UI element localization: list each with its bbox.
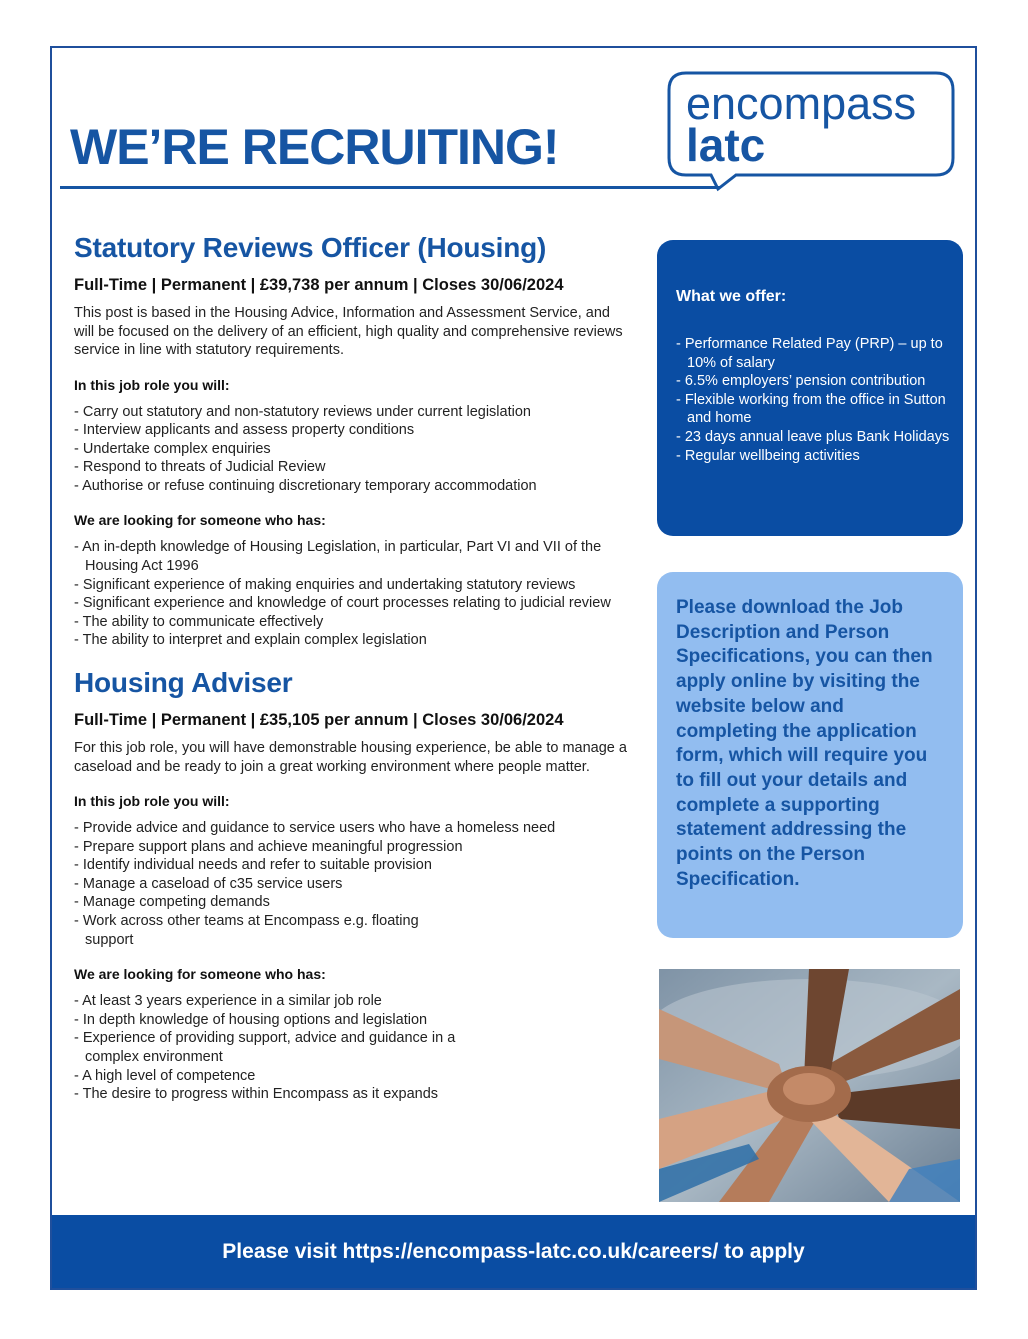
job-intro: This post is based in the Housing Advice, Information and Assessment Service, and will be focused on the delivery of an efficient, high quality and comprehensive reviews service in line with statutory requirements. [74, 305, 623, 358]
benefits-heading: What we offer: [676, 288, 787, 305]
job-housing-adviser [74, 667, 634, 1104]
apply-instructions-text: Please download the Job Description and Person Specifications, you can then apply online by visiting the website below and completing the application form, which will require you to fill out your details and complete a supporting statement addressing the points on the Person Specification. [676, 597, 933, 890]
list-item: - Regular wellbeing activities [676, 447, 951, 466]
logo-wordmark-bottom: latc [686, 119, 766, 171]
list-item: - An in-depth knowledge of Housing Legislation, in particular, Part VI and VII of the Housing Act 1996 [74, 538, 634, 575]
list-item: - Work across other teams at Encompass e.g. floating support [74, 912, 454, 949]
list-item: - Significant experience of making enquiries and undertaking statutory reviews [74, 576, 634, 595]
apply-instructions-panel [657, 572, 963, 938]
list-item: - Interview applicants and assess property conditions [74, 421, 634, 440]
list-item: - Identify individual needs and refer to suitable provision [74, 856, 634, 875]
job-listings [74, 232, 634, 1121]
job-meta: Full-Time | Permanent | £39,738 per annum | Closes 30/06/2024 [74, 276, 564, 294]
benefits-panel [657, 240, 963, 536]
page-title: WE’RE RECRUITING! [70, 119, 559, 175]
list-item: - Manage competing demands [74, 893, 454, 912]
list-item: - The ability to communicate effectively [74, 613, 634, 632]
role-heading: In this job role you will: [74, 376, 230, 393]
logo-wordmark-top: encompass [686, 78, 917, 129]
list-item: - Performance Related Pay (PRP) – up to 10% of salary [676, 335, 951, 372]
duties-list [74, 819, 556, 949]
list-item: - Experience of providing support, advice and guidance in a complex environment [74, 1029, 499, 1066]
list-item: - Carry out statutory and non-statutory reviews under current legislation [74, 403, 634, 422]
list-item: - A high level of competence [74, 1067, 499, 1086]
list-item: - Significant experience and knowledge of court processes relating to judicial review [74, 594, 634, 613]
list-item: - Undertake complex enquiries [74, 440, 634, 459]
header-divider [60, 186, 720, 189]
looking-heading: We are looking for someone who has: [74, 966, 326, 983]
list-item: - Prepare support plans and achieve meaningful progression [74, 838, 634, 857]
footer-cta-text: Please visit https://encompass-latc.co.uk/careers/ to apply [222, 1239, 805, 1263]
list-item: - Authorise or refuse continuing discretionary temporary accommodation [74, 477, 634, 496]
requirements-list [74, 992, 499, 1104]
job-intro: For this job role, you will have demonstrable housing experience, be able to manage a caseload and be ready to join a great working environment where people matter. [74, 740, 627, 775]
list-item: - 6.5% employers’ pension contribution [676, 372, 951, 391]
job-title: Statutory Reviews Officer (Housing) [74, 232, 547, 263]
list-item: - In depth knowledge of housing options and legislation [74, 1011, 499, 1030]
list-item: - The ability to interpret and explain complex legislation [74, 631, 634, 650]
list-item: - At least 3 years experience in a similar job role [74, 992, 499, 1011]
role-heading: In this job role you will: [74, 793, 230, 810]
requirements-list [74, 538, 634, 650]
list-item: - The desire to progress within Encompass as it expands [74, 1085, 499, 1104]
team-hands-photo [659, 969, 960, 1202]
duties-list [74, 403, 634, 496]
job-title: Housing Adviser [74, 667, 293, 699]
job-statutory-reviews-officer [74, 232, 634, 650]
job-meta: Full-Time | Permanent | £35,105 per annum | Closes 30/06/2024 [74, 711, 564, 730]
list-item: - Respond to threats of Judicial Review [74, 458, 634, 477]
list-item: - Manage a caseload of c35 service users [74, 875, 454, 894]
looking-heading: We are looking for someone who has: [74, 512, 326, 529]
list-item: - Flexible working from the office in Sutton and home [676, 391, 951, 428]
list-item: - Provide advice and guidance to service users who have a homeless need [74, 819, 634, 838]
footer-banner [52, 1215, 975, 1288]
benefits-list [676, 335, 951, 465]
list-item: - 23 days annual leave plus Bank Holidays [676, 428, 951, 447]
